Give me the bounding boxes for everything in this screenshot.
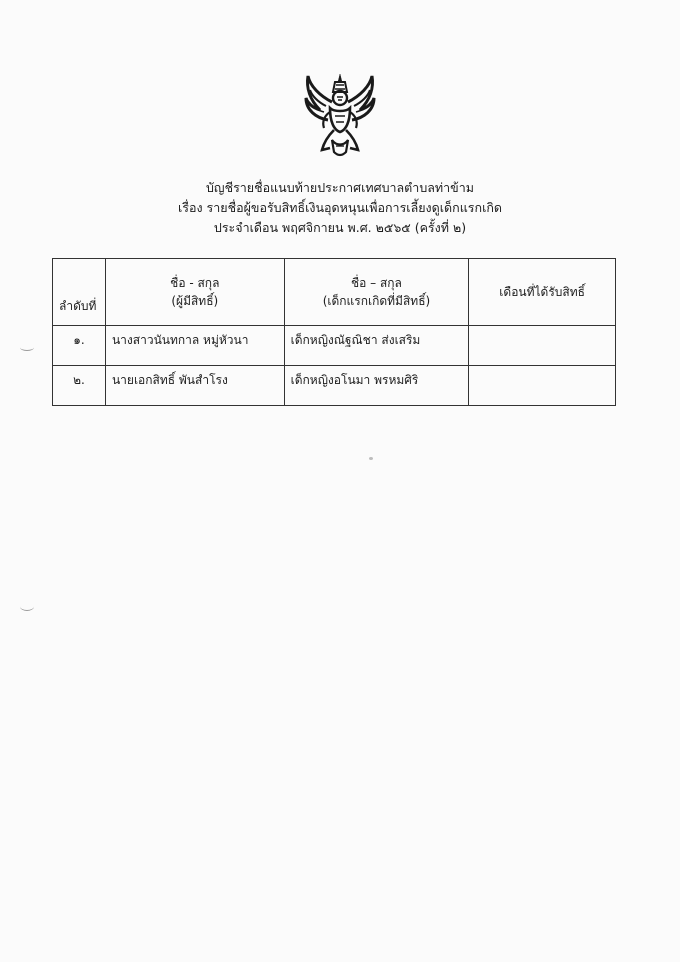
heading-subject: เรื่อง รายชื่อผู้ขอรับสิทธิ์เงินอุดหนุนเพื่อการเลี้ยงดูเด็กแรกเกิด [177,200,503,215]
column-header-child [284,259,469,326]
cell-name: นายเอกสิทธิ์ พันสำโรง [105,366,284,406]
column-header-name-label: ชื่อ - สกุล [170,276,220,290]
column-header-no-label: ลำดับที่ [59,299,97,313]
scan-mark [20,602,34,611]
column-header-no [53,259,106,326]
column-header-child-label: ชื่อ – สกุล [350,276,402,290]
table-header-row [53,259,616,326]
column-header-name-sublabel: (ผู้มีสิทธิ์) [171,294,219,308]
scan-mark [20,344,34,351]
document-heading [0,178,680,238]
beneficiary-table [52,258,616,406]
column-header-child-sublabel: (เด็กแรกเกิดที่มีสิทธิ์) [322,294,431,308]
table-row [53,366,616,406]
garuda-emblem-icon [302,72,378,158]
column-header-month [469,259,616,326]
cell-no: ๑. [53,326,106,366]
cell-child: เด็กหญิงณัฐณิชา ส่งเสริม [284,326,469,366]
cell-month [469,326,616,366]
heading-period: ประจำเดือน พฤศจิกายน พ.ศ. ๒๕๖๕ (ครั้งที่ ๒) [213,220,467,235]
cell-name: นางสาวนันทกาล หมู่หัวนา [105,326,284,366]
cell-no: ๒. [53,366,106,406]
column-header-name [105,259,284,326]
cell-month [469,366,616,406]
cell-child: เด็กหญิงอโนมา พรหมศิริ [284,366,469,406]
scan-mark [369,457,373,460]
table-row [53,326,616,366]
heading-title: บัญชีรายชื่อแนบท้ายประกาศเทศบาลตำบลท่าข้าม [206,180,474,195]
column-header-month-label: เดือนที่ได้รับสิทธิ์ [499,285,585,299]
